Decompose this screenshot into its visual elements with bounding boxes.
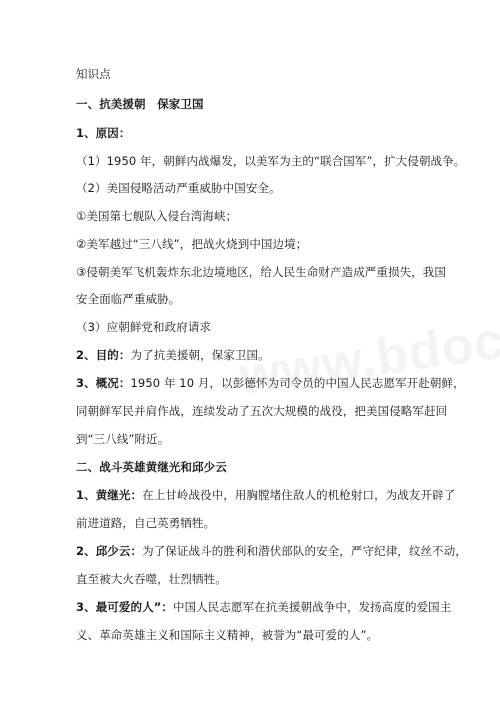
cause-item-2c-line1: ③侵朝美军飞机轰炸东北边境地区，给人民生命财产造成严重损失，我国	[76, 265, 447, 279]
section-1-title: 一、抗美援朝 保家卫国	[76, 97, 204, 111]
loved-line2: 义、革命英雄主义和国际主义精神，被誉为“最可爱的人”。	[76, 628, 379, 642]
cause-item-2b: ②美军越过“三八线”，把战火烧到中国边境；	[76, 237, 308, 251]
qiu-label: 2、邱少云：	[76, 544, 143, 558]
cause-item-2a: ①美国第七舰队入侵台湾海峡；	[76, 209, 238, 223]
cause-item-3: （3）应朝鲜党和政府请求	[76, 320, 212, 334]
cause-label: 1、原因：	[76, 126, 131, 140]
section-2-title: 二、战斗英雄黄继光和邱少云	[76, 460, 227, 474]
cause-line	[76, 125, 131, 141]
huang-text-1: 在上甘岭战役中，用胸膛堵住敌人的机枪射口，为战友开辟了	[142, 488, 456, 502]
page-heading: 知识点	[76, 67, 111, 81]
purpose-label: 2、目的：	[76, 348, 131, 362]
overview-label: 3、概况：	[76, 376, 131, 390]
cause-item-1: （1）1950 年，朝鲜内战爆发，以美军为主的“联合国军”，扩大侵朝战争。	[76, 154, 466, 168]
qiu-line2: 直至被大火吞噬，壮烈牺牲。	[76, 572, 227, 586]
huang-line2: 前进道路，自己英勇牺牲。	[76, 516, 216, 530]
overview-text-1: 1950 年 10 月，以彭德怀为司令员的中国人民志愿军开赴朝鲜，	[130, 376, 465, 390]
qiu-text-1: 为了保证战斗的胜利和潜伏部队的安全，严守纪律，纹丝不动，	[142, 544, 467, 558]
loved-label: 3、最可爱的人”：	[76, 600, 173, 614]
overview-line3: 到“三八线”附近。	[76, 432, 170, 446]
overview-line2: 同朝鲜军民并肩作战，连续发动了五次大规模的战役，把美国侵略军赶回	[76, 404, 448, 418]
loved-text-1: 中国人民志愿军在抗美援朝战争中，发扬高度的爱国主	[172, 600, 452, 614]
huang-line1	[76, 487, 455, 503]
purpose-line	[76, 347, 270, 363]
purpose-text: 为了抗美援朝，保家卫国。	[130, 348, 270, 362]
loved-line1	[76, 599, 451, 615]
huang-label: 1、黄继光：	[76, 488, 143, 502]
cause-item-2c-line2: 安全面临严重威胁。	[76, 292, 181, 306]
qiu-line1	[76, 543, 467, 559]
cause-item-2: （2）美国侵略活动严重威胁中国安全。	[76, 181, 281, 195]
overview-line1	[76, 375, 465, 391]
